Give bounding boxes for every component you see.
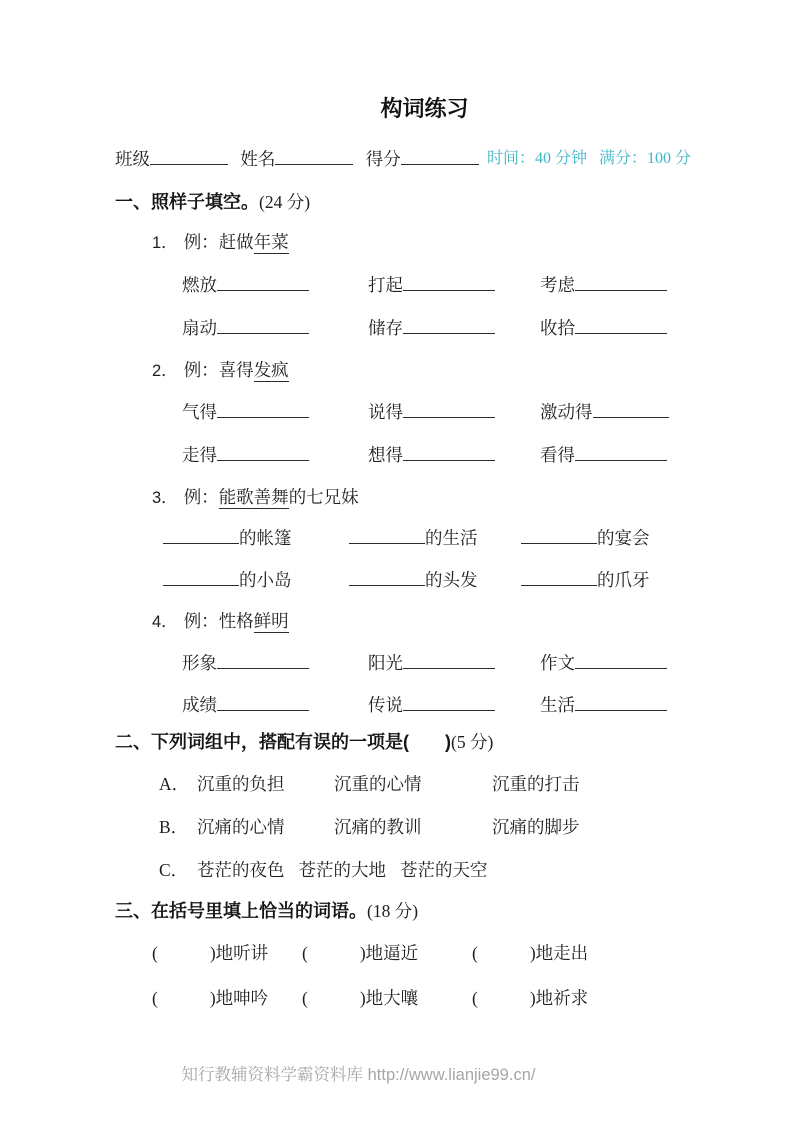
class-fill-blank xyxy=(150,146,228,165)
paren-open: ( xyxy=(152,943,158,963)
word-stem: 作文 xyxy=(540,653,575,673)
fill-blank xyxy=(403,692,495,711)
paren-close: ) xyxy=(359,943,366,963)
word-stem: 走得 xyxy=(182,445,217,465)
fill-row xyxy=(163,525,650,551)
fill-blank xyxy=(349,525,425,544)
fill-item xyxy=(368,442,540,468)
word-suffix: 的宴会 xyxy=(597,528,650,548)
example-line-2 xyxy=(152,357,289,383)
name-field xyxy=(240,149,353,169)
fill-blank xyxy=(575,650,667,669)
paren-close: ) xyxy=(209,988,216,1008)
fill-item xyxy=(163,567,349,593)
paren-open: ( xyxy=(472,988,478,1008)
fill-blank xyxy=(217,650,309,669)
exam-info xyxy=(487,146,691,172)
full-score-text: 满分：100 分 xyxy=(599,150,692,167)
fill-blank xyxy=(593,399,669,418)
fill-item xyxy=(349,525,521,551)
fill-blank xyxy=(403,272,495,291)
paren-close: ) xyxy=(529,988,536,1008)
word-stem: 储存 xyxy=(368,318,403,338)
word-stem: 气得 xyxy=(182,402,217,422)
fill-item xyxy=(540,272,667,298)
fill-item xyxy=(368,399,540,425)
header-row xyxy=(115,146,793,172)
option-item: 沉痛的脚步 xyxy=(492,817,580,837)
paren-fill-item xyxy=(472,940,588,966)
section2-heading xyxy=(115,729,493,755)
section3-heading xyxy=(115,898,418,924)
fill-blank xyxy=(403,442,495,461)
fill-item xyxy=(521,567,650,593)
fill-blank xyxy=(217,315,309,334)
fill-item xyxy=(182,650,368,676)
fill-item xyxy=(368,650,540,676)
word-stem: 生活 xyxy=(540,695,575,715)
word-stem: 激动得 xyxy=(540,402,593,422)
question-number: 4． xyxy=(152,613,178,631)
option-label: B． xyxy=(159,817,189,837)
fill-row xyxy=(182,399,669,425)
fill-blank xyxy=(575,442,667,461)
question-number: 2． xyxy=(152,362,178,380)
word-suffix: 的小岛 xyxy=(239,570,292,590)
word-stem: 收拾 xyxy=(540,318,575,338)
paren-close: ) xyxy=(209,943,216,963)
fill-blank xyxy=(163,525,239,544)
fill-blank xyxy=(403,315,495,334)
paren-open: ( xyxy=(152,988,158,1008)
section3-points: (18 分) xyxy=(367,901,419,921)
fill-blank xyxy=(403,650,495,669)
option-label: C． xyxy=(159,860,189,880)
section1-points: (24 分) xyxy=(259,192,311,212)
paren-fill-row xyxy=(152,985,588,1011)
fill-blank xyxy=(349,567,425,586)
option-item: 沉痛的教训 xyxy=(334,817,422,837)
fill-item xyxy=(182,315,368,341)
fill-item xyxy=(349,567,521,593)
fill-blank xyxy=(217,272,309,291)
fill-blank xyxy=(403,399,495,418)
word-stem: 扇动 xyxy=(182,318,217,338)
class-label: 班级 xyxy=(115,149,150,169)
fill-row xyxy=(182,692,667,718)
fill-blank xyxy=(521,567,597,586)
word-suffix: 的帐篷 xyxy=(239,528,292,548)
example-underlined-word: 发疯 xyxy=(253,360,289,380)
time-limit-text: 时间：40 分钟 xyxy=(487,150,588,167)
paren-fill-row xyxy=(152,940,588,966)
option-item: 苍茫的夜色 xyxy=(197,860,285,880)
paren-fill-item xyxy=(302,985,472,1011)
word-stem: 阳光 xyxy=(368,653,403,673)
word-stem: 考虑 xyxy=(540,275,575,295)
word-suffix: 地呻吟 xyxy=(215,988,269,1008)
fill-item xyxy=(540,692,667,718)
page-title: 构词练习 xyxy=(380,96,469,121)
word-stem: 燃放 xyxy=(182,275,217,295)
fill-item xyxy=(182,442,368,468)
fill-item xyxy=(163,525,349,551)
fill-blank xyxy=(217,399,309,418)
section1-heading-text: 一、照样子填空。 xyxy=(115,192,259,212)
section2-points: (5 分) xyxy=(451,732,494,752)
fill-row xyxy=(182,442,667,468)
word-suffix: 的爪牙 xyxy=(597,570,650,590)
fill-item xyxy=(540,650,667,676)
example-stem: 喜得 xyxy=(218,360,254,380)
option-row-b xyxy=(159,814,580,840)
fill-item xyxy=(540,399,669,425)
example-label: 例： xyxy=(183,232,219,252)
fill-row xyxy=(182,650,667,676)
question-number: 3． xyxy=(152,489,178,507)
option-item: 苍茫的大地 xyxy=(298,860,386,880)
fill-item xyxy=(540,442,667,468)
name-label: 姓名 xyxy=(240,149,276,169)
option-item: 苍茫的天空 xyxy=(400,860,488,880)
example-line-3 xyxy=(152,484,359,510)
class-field xyxy=(115,149,228,169)
example-line-4 xyxy=(152,608,289,634)
fill-item xyxy=(182,272,368,298)
fill-item xyxy=(521,525,650,551)
paren-close: ) xyxy=(359,988,366,1008)
example-label: 例： xyxy=(183,360,219,380)
word-suffix: 地走出 xyxy=(535,943,589,963)
paren-fill-item xyxy=(472,985,588,1011)
example-stem: 性格 xyxy=(218,611,254,631)
paren-close: ) xyxy=(529,943,536,963)
option-label: A． xyxy=(159,774,190,794)
score-field xyxy=(366,149,479,169)
example-stem: 赶做 xyxy=(218,232,254,252)
fill-blank xyxy=(217,442,309,461)
fill-item xyxy=(368,692,540,718)
word-stem: 传说 xyxy=(368,695,403,715)
fill-item xyxy=(368,272,540,298)
word-stem: 看得 xyxy=(540,445,575,465)
example-underlined-word: 鲜明 xyxy=(253,611,289,631)
paren-fill-item xyxy=(302,940,472,966)
fill-blank xyxy=(217,692,309,711)
fill-blank xyxy=(575,315,667,334)
example-underlined-word: 能歌善舞 xyxy=(218,487,289,507)
word-stem: 形象 xyxy=(182,653,217,673)
example-line-1 xyxy=(152,229,289,255)
word-stem: 打起 xyxy=(368,275,403,295)
word-stem: 想得 xyxy=(368,445,403,465)
option-item: 沉痛的心情 xyxy=(197,817,285,837)
word-suffix: 地祈求 xyxy=(535,988,589,1008)
word-suffix: 地听讲 xyxy=(215,943,269,963)
paren-fill-item xyxy=(152,940,302,966)
score-fill-blank xyxy=(401,146,479,165)
paren-open: ( xyxy=(302,943,308,963)
example-label: 例： xyxy=(183,487,219,507)
option-item: 沉重的打击 xyxy=(492,774,580,794)
example-underlined-word: 年菜 xyxy=(253,232,289,252)
paren-open: ( xyxy=(472,943,478,963)
example-post: 的七兄妹 xyxy=(288,487,359,507)
fill-blank xyxy=(521,525,597,544)
fill-item xyxy=(182,399,368,425)
question-number: 1． xyxy=(152,234,178,252)
fill-item xyxy=(540,315,667,341)
example-label: 例： xyxy=(183,611,219,631)
word-stem: 成绩 xyxy=(182,695,217,715)
footer-watermark: 知行教辅资料学霸资料库 http://www.lianjie99.cn/ xyxy=(181,1066,536,1084)
section1-heading xyxy=(115,189,310,215)
fill-row xyxy=(182,272,667,298)
word-suffix: 地逼近 xyxy=(365,943,419,963)
option-row-a xyxy=(159,771,580,797)
option-row-c xyxy=(159,857,502,883)
section2-heading-text: 二、下列词组中，搭配有误的一项是( xyxy=(115,732,409,752)
paren-fill-item xyxy=(152,985,302,1011)
fill-blank xyxy=(575,272,667,291)
word-suffix: 的生活 xyxy=(425,528,478,548)
paren-open: ( xyxy=(302,988,308,1008)
score-label: 得分 xyxy=(365,149,401,169)
fill-item xyxy=(368,315,540,341)
option-item: 沉重的心情 xyxy=(334,774,422,794)
section3-heading-text: 三、在括号里填上恰当的词语。 xyxy=(115,901,367,921)
option-item: 沉重的负担 xyxy=(197,774,285,794)
fill-blank xyxy=(163,567,239,586)
fill-row xyxy=(163,567,650,593)
word-suffix: 的头发 xyxy=(425,570,478,590)
fill-blank xyxy=(575,692,667,711)
section2-heading-close: ) xyxy=(445,732,451,752)
word-suffix: 地大嚷 xyxy=(365,988,419,1008)
fill-row xyxy=(182,315,667,341)
fill-item xyxy=(182,692,368,718)
name-fill-blank xyxy=(275,146,353,165)
word-stem: 说得 xyxy=(368,402,403,422)
